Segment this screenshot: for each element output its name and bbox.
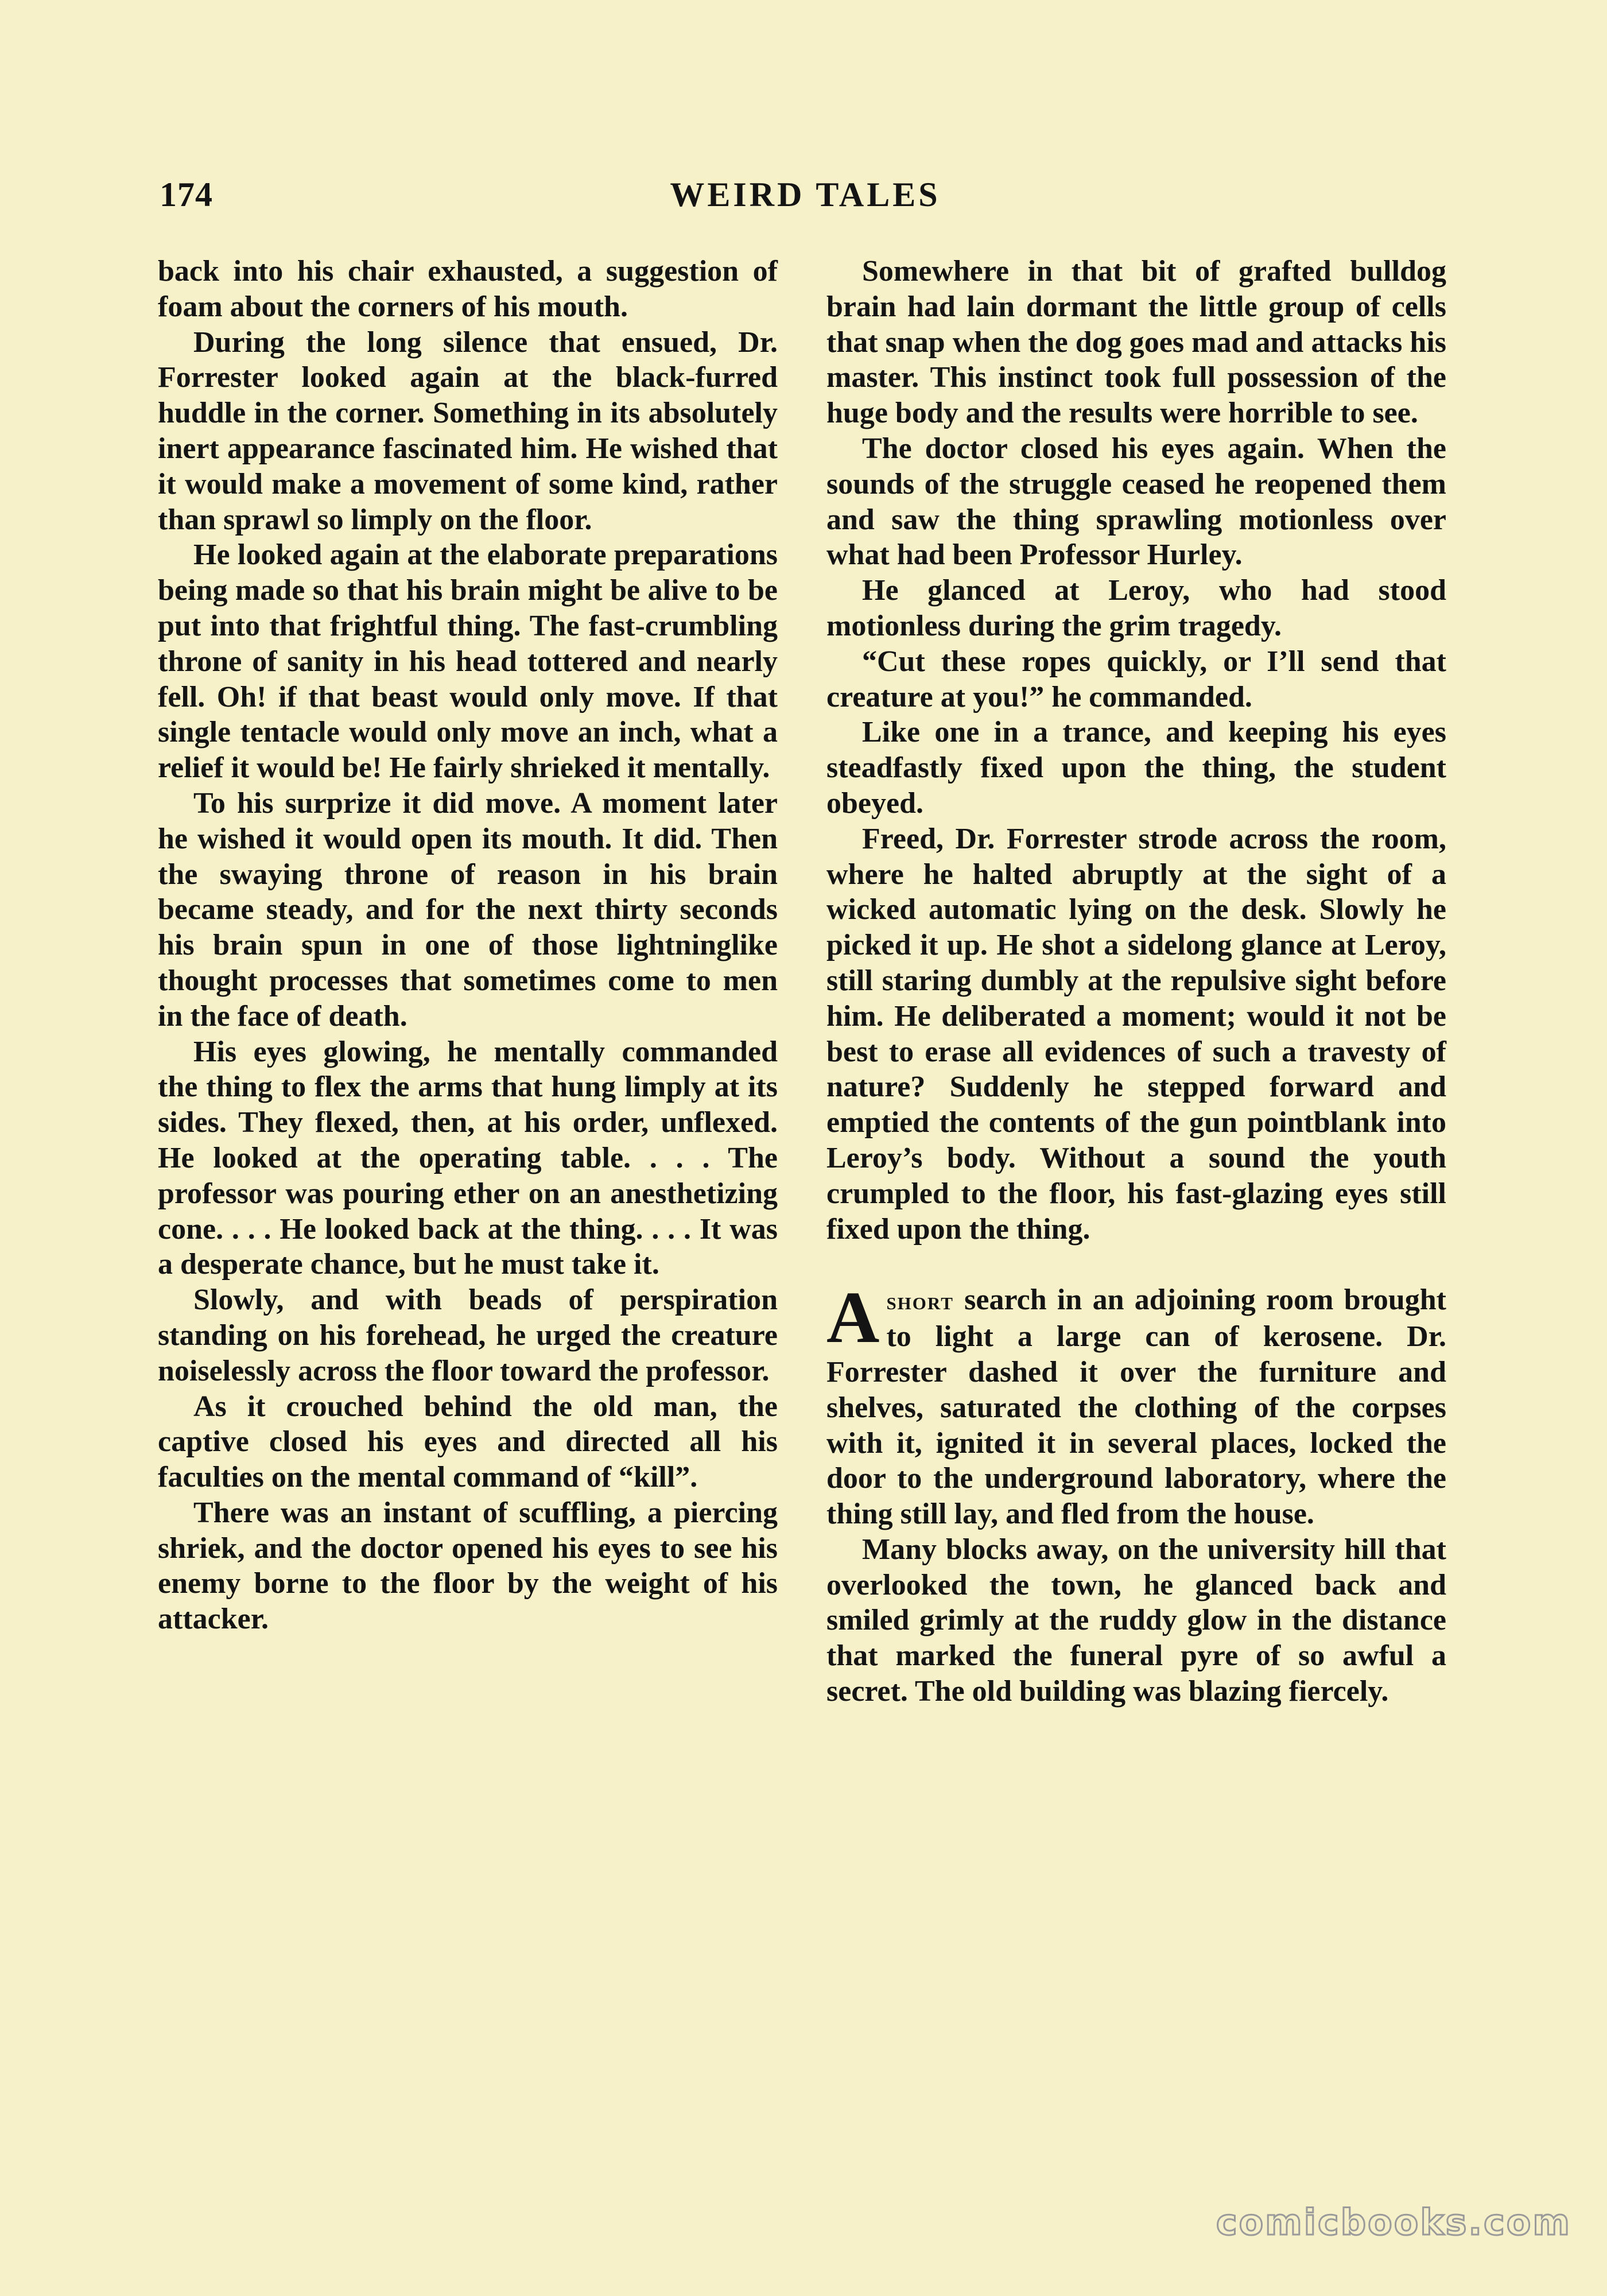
paragraph: Like one in a trance, and keeping his eyes steadfastly fixed upon the thing, the student obeyed.: [826, 716, 1446, 820]
page-number: 174: [160, 176, 213, 214]
page-header: [160, 175, 1451, 221]
paragraph: Freed, Dr. Forrester strode across the room, where he halted abruptly at the sight of a wicked automatic lying on the desk. Slowly he picked it up. He shot a sidelong glance at Leroy, still staring dumbly at the repulsive sight before him. He deliberated a moment; would it not be best to erase all evidences of such a travesty of nature? Suddenly he stepped forward and emptied the contents of the gun pointblank into Leroy’s body. Without a sound the youth crumpled to the floor, his fast-glazing eyes still fixed upon the thing.: [826, 822, 1446, 1246]
section-opening-paragraph: [826, 1277, 1446, 1532]
paragraph: The doctor closed his eyes again. When the sounds of the struggle ceased he reopened them and saw the thing sprawling motionless over what had been Professor Hurley.: [826, 432, 1446, 572]
small-caps-lead: short: [886, 1287, 954, 1316]
left-column: [158, 254, 778, 1637]
paragraph-text: search in an adjoining room brought to light a large can of kerosene. Dr. Forrester dashed it over the furniture and shelves, saturated the clothing of the corpses with it, ignited it in several places, locked the door to the underground laboratory, where the thing still lay, and fled from the house.: [826, 1283, 1446, 1531]
paragraph: He glanced at Leroy, who had stood motionless during the grim tragedy.: [826, 574, 1446, 642]
running-title: WEIRD TALES: [670, 176, 941, 214]
paragraph: His eyes glowing, he mentally commanded the thing to flex the arms that hung limply at its sides. They flexed, then, at his order, unflexed. He looked at the operating table. . . . The professor was pouring ether on an anesthetizing cone. . . . He looked back at the thing. . . . It was a desperate chance, but he must take it.: [158, 1035, 778, 1281]
paragraph: As it crouched behind the old man, the captive closed his eyes and directed all his faculties on the mental command of “kill”.: [158, 1390, 778, 1494]
paragraph: During the long silence that ensued, Dr. Forrester looked again at the black-furred huddle in the corner. Something in its absolutely inert appearance fascinated him. He wished that it would make a movement of some kind, rather than sprawl so limply on the floor.: [158, 325, 778, 536]
paragraph: He looked again at the elaborate preparations being made so that his brain might be alive to be put into that frightful thing. The fast-crumbling throne of sanity in his head tottered and nearly fell. Oh! if that beast would only move. If that single tentacle would only move an inch, what a relief it would be! He fairly shrieked it mentally.: [158, 538, 778, 785]
paragraph: Slowly, and with beads of perspiration standing on his forehead, he urged the creature noiselessly across the floor toward the professor.: [158, 1283, 778, 1387]
section-break: [826, 1247, 1446, 1282]
drop-cap: A: [826, 1277, 880, 1359]
paragraph: Somewhere in that bit of grafted bulldog brain had lain dormant the little group of cells that snap when the dog goes mad and attacks his master. This instinct took full possession of the huge body and the results were horrible to see.: [826, 255, 1446, 430]
paragraph: back into his chair exhausted, a suggestion of foam about the corners of his mouth.: [158, 255, 778, 323]
paragraph: “Cut these ropes quickly, or I’ll send that creature at you!” he commanded.: [826, 645, 1446, 713]
watermark-logo: comicbooks.com: [1216, 2201, 1571, 2243]
paragraph: To his surprize it did move. A moment later he wished it would open its mouth. It did. Then the swaying throne of reason in his brain became steady, and for the next thirty seconds his brain spun in one of those lightninglike thought processes that sometimes come to men in the face of death.: [158, 786, 778, 1033]
right-column: [826, 254, 1446, 1709]
paragraph: Many blocks away, on the university hill that overlooked the town, he glanced back and smiled grimly at the ruddy glow in the distance that marked the funeral pyre of so awful a secret. The old building was blazing fiercely.: [826, 1533, 1446, 1708]
paragraph: There was an instant of scuffling, a piercing shriek, and the doctor opened his eyes to see his enemy borne to the floor by the weight of his attacker.: [158, 1496, 778, 1636]
